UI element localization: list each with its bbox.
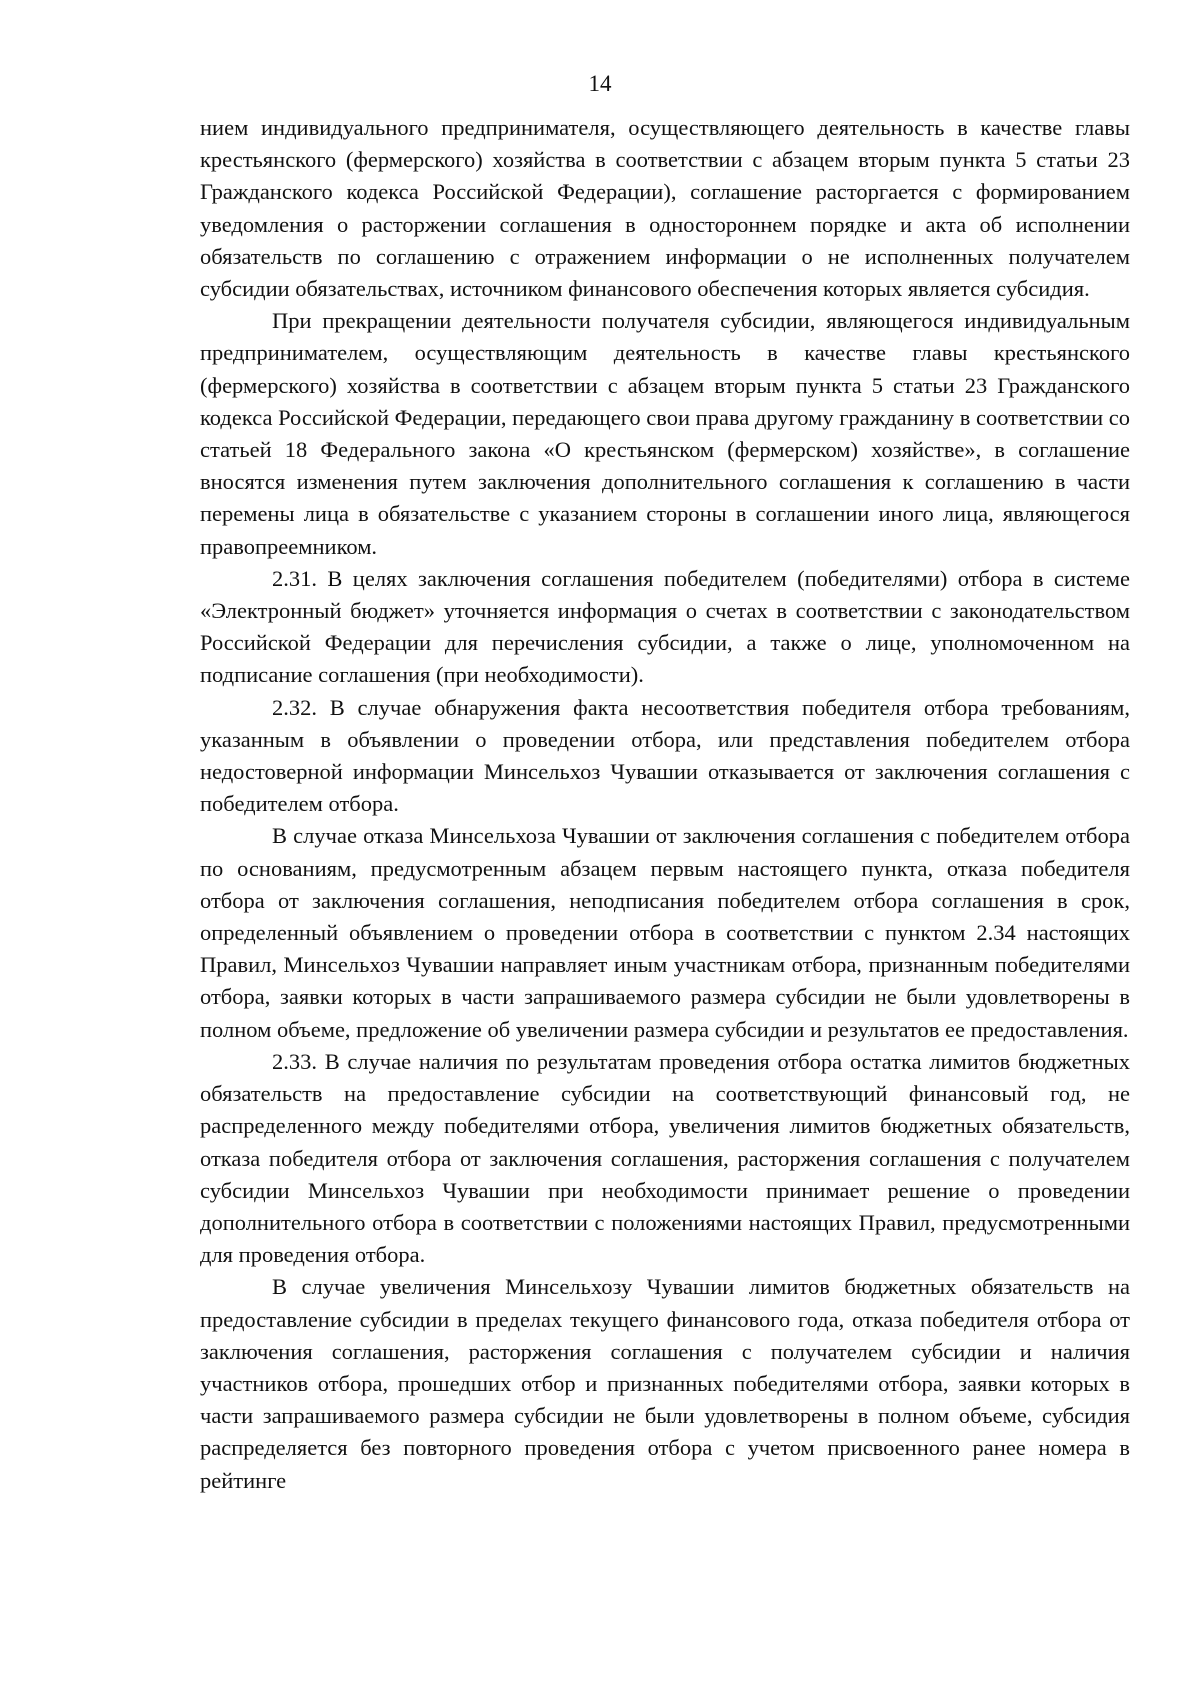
page-number: 14 — [588, 71, 612, 96]
paragraph-2-31: 2.31. В целях заключения соглашения победителем (победителями) отбора в системе «Электронный бюджет» уточняется информация о счетах в соответствии с законодательством Российской Федерации для перечисления субсидии, а также о лице, уполномоченном на подписание соглашения (при необходимости). — [200, 565, 1130, 688]
paragraph-limit-increase: В случае увеличения Минсельхозу Чувашии лимитов бюджетных обязательств на предоставление субсидии в пределах текущего финансового года, отказа победителя отбора от заключения соглашения, расторжения соглашения с получателем субсидии и наличия участников отбора, прошедших отбор и признанных победителями отбора, заявки которых в части запрашиваемого размера субсидии не были удовлетворены в полном объеме, субсидия распределяется без повторного проведения отбора с учетом присвоенного ранее номера в рейтинге — [200, 1274, 1130, 1493]
paragraph-continuation: нием индивидуального предпринимателя, осуществляющего деятельность в качестве главы крестьянского (фермерского) хозяйства в соответствии с абзацем вторым пункта 5 статьи 23 Гражданского кодекса Российской Федерации), соглашение расторгается с формированием уведомления о расторжении соглашения в одностороннем порядке и акта об исполнении обязательств по соглашению с отражением информации о не исполненных получателем субсидии обязательствах, источником финансового обеспечения которых является субсидия. — [200, 115, 1130, 302]
paragraph-termination-activity: При прекращении деятельности получателя субсидии, являющегося индивидуальным предпринимателем, осуществляющим деятельность в качестве главы крестьянского (фермерского) хозяйства в соответствии с абзацем вторым пункта 5 статьи 23 Гражданского кодекса Российской Федерации, передающего свои права другому гражданину в соответствии со статьей 18 Федерального закона «О крестьянском (фермерском) хозяйстве», в соглашение вносятся изменения путем заключения дополнительного соглашения к соглашению в части перемены лица в обязательстве с указанием стороны в соглашении иного лица, являющегося правопреемником. — [200, 308, 1130, 559]
document-body — [200, 112, 1130, 1497]
paragraph-refusal-case: В случае отказа Минсельхоза Чувашии от заключения соглашения с победителем отбора по основаниям, предусмотренным абзацем первым настоящего пункта, отказа победителя отбора от заключения соглашения, неподписания победителем отбора соглашения в срок, определенный объявлением о проведении отбора в соответствии с пунктом 2.34 настоящих Правил, Минсельхоз Чувашии направляет иным участникам отбора, признанным победителями отбора, заявки которых в части запрашиваемого размера субсидии не были удовлетворены в полном объеме, предложение об увеличении размера субсидии и результатов ее предоставления. — [200, 823, 1130, 1042]
paragraph-2-32: 2.32. В случае обнаружения факта несоответствия победителя отбора требованиям, указанным в объявлении о проведении отбора, или представления победителем отбора недостоверной информации Минсельхоз Чувашии отказывается от заключения соглашения с победителем отбора. — [200, 694, 1130, 817]
paragraph-2-33: 2.33. В случае наличия по результатам проведения отбора остатка лимитов бюджетных обязательств на предоставление субсидии на соответствующий финансовый год, не распределенного между победителями отбора, увеличения лимитов бюджетных обязательств, отказа победителя отбора от заключения соглашения, расторжения соглашения с получателем субсидии Минсельхоз Чувашии при необходимости принимает решение о проведении дополнительного отбора в соответствии с положениями настоящих Правил, предусмотренными для проведения отбора. — [200, 1048, 1130, 1268]
